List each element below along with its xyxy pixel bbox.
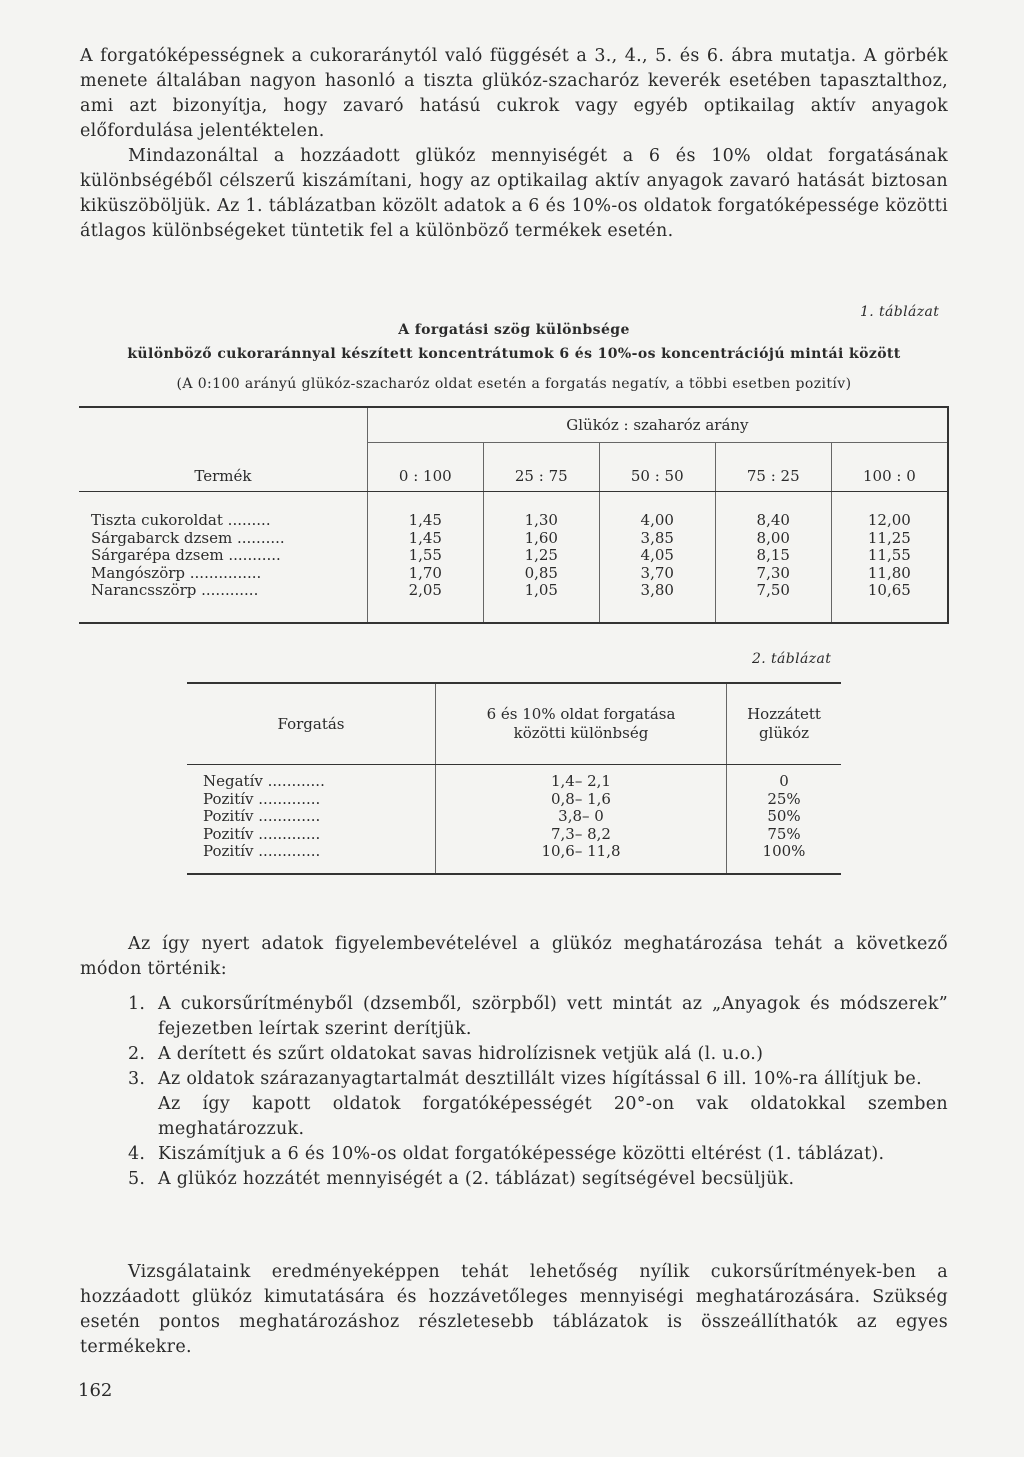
table1-value-cell: 11,55 <box>831 547 948 565</box>
table1-value-cell: 0,85 <box>483 565 599 583</box>
table1-value-cell: 10,65 <box>831 582 948 623</box>
table1-header-ratio: 100 : 0 <box>831 443 948 492</box>
list-item: 4. Kiszámítjuk a 6 és 10%-os oldat forgatóképessége közötti eltérést (1. táblázat). <box>128 1144 885 1164</box>
table1-value-cell: 4,05 <box>599 547 715 565</box>
conclusion-paragraph: Vizsgálataink eredményeképpen tehát lehetőség nyílik cukorsűrítmények-ben a hozzáadott glükóz kimutatására és hozzávetőleges mennyiségi meghatározására. Szükség esetén pontos meghatározáshoz részletesebb táblázatok is összeállíthatók az egyes termékekre. <box>80 1262 948 1357</box>
table1-value-cell: 1,45 <box>367 492 483 530</box>
table-row <box>187 808 841 826</box>
table-row <box>187 791 841 809</box>
table1-value-cell: 4,00 <box>599 492 715 530</box>
table1-value-cell: 12,00 <box>831 492 948 530</box>
table1-value-cell: 8,00 <box>715 530 831 548</box>
table1-subtitle: különböző cukoraránnyal készített koncentrátumok 6 és 10%-os koncentrációjú mintái között <box>127 346 901 362</box>
intro-paragraph-1: A forgatóképességnek a cukoraránytól való függését a 3., 4., 5. és 6. ábra mutatja. A görbék menete általában nagyon hasonló a tiszta glükóz-szacharóz keverék esetében tapasztalthoz, ami azt bizonyítja, hogy zavaró hatású cukrok vagy egyéb optikailag aktív anyagok előfordulása jelentéktelen. <box>80 46 948 141</box>
table-row <box>79 565 948 583</box>
table2-added-cell: 50% <box>727 808 842 826</box>
table2-difference-cell: 7,3– 8,2 <box>436 826 727 844</box>
table1-header-ratio: 50 : 50 <box>599 443 715 492</box>
table1-product-cell: Narancsszörp ............ <box>91 581 259 599</box>
table1-label: 1. táblázat <box>860 304 940 320</box>
table1-header-ratio: 0 : 100 <box>367 443 483 492</box>
table1-value-cell: 7,50 <box>715 582 831 623</box>
table1-value-cell: 11,25 <box>831 530 948 548</box>
table1-product-cell: Sárgarépa dzsem ........... <box>91 546 281 564</box>
table1-product-cell: Tiszta cukoroldat ......... <box>91 511 271 529</box>
table1-header-ratio: 75 : 25 <box>715 443 831 492</box>
table1-note: (A 0:100 arányú glükóz-szacharóz oldat esetén a forgatás negatív, a többi esetben pozitív) <box>176 376 852 392</box>
table2-difference-cell: 10,6– 11,8 <box>436 843 727 874</box>
table1-value-cell: 1,45 <box>367 530 483 548</box>
table2-label: 2. táblázat <box>752 651 832 667</box>
table1-title: A forgatási szög különbsége <box>398 322 630 338</box>
table2-added-cell: 25% <box>727 791 842 809</box>
table1-value-cell: 8,40 <box>715 492 831 530</box>
list-item: Az így kapott oldatok forgatóképességét 20°-on vak oldatokkal szemben meghatározzuk. <box>158 1094 948 1139</box>
table2-header-added-glucose: Hozzátett glükóz <box>727 683 842 765</box>
list-item: 5. A glükóz hozzátét mennyiségét a (2. táblázat) segítségével becsüljük. <box>128 1169 795 1189</box>
intro-section <box>80 44 948 244</box>
table2-rotation-cell: Pozitív ............. <box>203 807 321 825</box>
table2-rotation-cell: Pozitív ............. <box>203 842 321 860</box>
method-steps <box>80 992 948 1192</box>
table1-product-cell: Mangószörp ............... <box>91 563 262 582</box>
table1-value-cell: 3,70 <box>599 565 715 583</box>
table-row <box>187 765 841 791</box>
table1-header-ratio: 25 : 75 <box>483 443 599 492</box>
table1-value-cell: 3,80 <box>599 582 715 623</box>
table1-product-cell: Sárgabarck dzsem .......... <box>91 528 285 547</box>
list-item: 1. A cukorsűrítményből (dzsemből, szörpből) vett mintát az „Anyagok és módszerek” fejezetben leírtak szerint derítjük. <box>128 994 948 1039</box>
table2-difference-cell: 1,4– 2,1 <box>436 765 727 791</box>
table1-value-cell: 3,85 <box>599 530 715 548</box>
table2-rotation-cell: Negatív ............ <box>203 772 325 790</box>
table-row <box>79 530 948 548</box>
table2-header-rotation: Forgatás <box>187 683 436 765</box>
table1-value-cell: 8,15 <box>715 547 831 565</box>
table2-difference-cell: 3,8– 0 <box>436 808 727 826</box>
table2-header-difference: 6 és 10% oldat forgatása közötti különbség <box>436 683 727 765</box>
table2 <box>187 682 841 875</box>
table2-difference-cell: 0,8– 1,6 <box>436 791 727 809</box>
list-item: 2. A derített és szűrt oldatokat savas hidrolízisnek vetjük alá (l. u.o.) <box>128 1044 764 1064</box>
table1-value-cell: 1,25 <box>483 547 599 565</box>
table2-added-cell: 0 <box>727 765 842 791</box>
table1 <box>79 406 949 624</box>
table1-header-ratio-group: Glükóz : szaharóz arány <box>367 407 948 443</box>
table1-header-product: Termék <box>79 407 367 492</box>
table1-value-cell: 1,60 <box>483 530 599 548</box>
table1-value-cell: 11,80 <box>831 565 948 583</box>
table1-value-cell: 1,55 <box>367 547 483 565</box>
conclusion-section <box>80 1260 948 1360</box>
table1-value-cell: 2,05 <box>367 582 483 623</box>
table2-added-cell: 75% <box>727 826 842 844</box>
intro-paragraph-2: Mindazonáltal a hozzáadott glükóz mennyiségét a 6 és 10% oldat forgatásának különbségéből célszerű kiszámítani, hogy az optikailag aktív anyagok zavaró hatását biztosan kiküszöböljük. Az 1. táblázatban közölt adatok a 6 és 10%-os oldatok forgatóképessége közötti átlagos különbségeket tüntetik fel a különböző termékek esetén. <box>80 146 948 241</box>
table-row <box>79 492 948 530</box>
table-row <box>79 582 948 623</box>
table1-value-cell: 7,30 <box>715 565 831 583</box>
table-row <box>79 547 948 565</box>
table1-value-cell: 1,05 <box>483 582 599 623</box>
table-row <box>187 843 841 874</box>
table1-value-cell: 1,70 <box>367 565 483 583</box>
table2-rotation-cell: Pozitív ............. <box>203 824 321 843</box>
page-number: 162 <box>78 1380 113 1401</box>
table-row <box>187 826 841 844</box>
table2-added-cell: 100% <box>727 843 842 874</box>
table1-value-cell: 1,30 <box>483 492 599 530</box>
list-item: 3. Az oldatok szárazanyagtartalmát desztillált vizes hígítással 6 ill. 10%-ra állítjuk be. <box>128 1069 922 1089</box>
method-lead: Az így nyert adatok figyelembevételével a glükóz meghatározása tehát a következő módon történik: <box>80 934 948 979</box>
table2-rotation-cell: Pozitív ............. <box>203 789 321 808</box>
